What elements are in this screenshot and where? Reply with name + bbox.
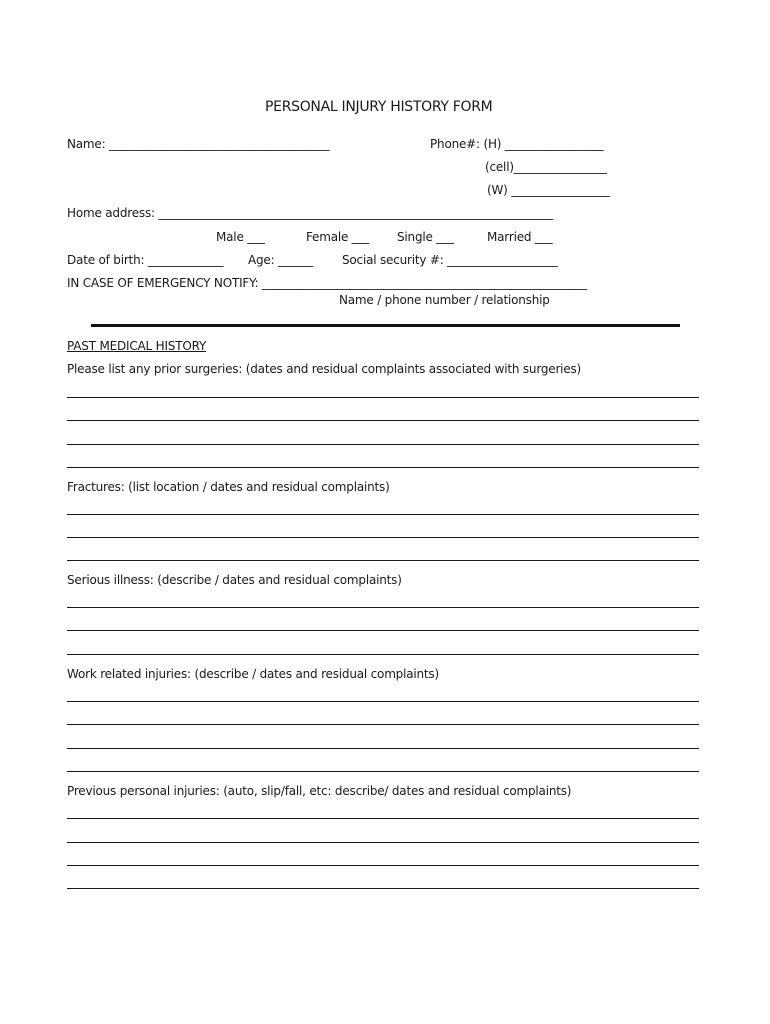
work-injuries-line[interactable] (67, 701, 699, 702)
male-checkbox[interactable]: Male ___ (216, 230, 265, 244)
fractures-line[interactable] (67, 537, 699, 538)
emergency-contact-field[interactable]: IN CASE OF EMERGENCY NOTIFY: ________________________________________________________ (67, 276, 587, 290)
work-injuries-prompt: Work related injuries: (describe / dates and residual complaints) (67, 667, 439, 681)
surgeries-prompt: Please list any prior surgeries: (dates and residual complaints associated with surgeries) (67, 362, 582, 376)
age-field[interactable]: Age: ______ (248, 253, 313, 267)
personal-injuries-line[interactable] (67, 842, 699, 843)
surgeries-line[interactable] (67, 420, 699, 421)
personal-injuries-line[interactable] (67, 865, 699, 866)
phone-cell-field[interactable]: (cell)________________ (485, 160, 607, 174)
form-title: PERSONAL INJURY HISTORY FORM (265, 99, 493, 115)
date-of-birth-field[interactable]: Date of birth: _____________ (67, 253, 224, 267)
personal-injuries-line[interactable] (67, 888, 699, 889)
fractures-line[interactable] (67, 560, 699, 561)
phone-home-field[interactable]: Phone#: (H) _________________ (430, 137, 604, 151)
single-checkbox[interactable]: Single ___ (397, 230, 454, 244)
work-injuries-line[interactable] (67, 748, 699, 749)
home-address-field[interactable]: Home address: ____________________________________________________________________ (67, 206, 553, 220)
personal-injuries-line[interactable] (67, 818, 699, 819)
personal-injuries-prompt: Previous personal injuries: (auto, slip/fall, etc: describe/ dates and residual complaints) (67, 784, 572, 798)
serious-illness-line[interactable] (67, 607, 699, 608)
serious-illness-line[interactable] (67, 654, 699, 655)
name-field[interactable]: Name: ______________________________________ (67, 137, 330, 151)
surgeries-line[interactable] (67, 444, 699, 445)
surgeries-line[interactable] (67, 397, 699, 398)
serious-illness-prompt: Serious illness: (describe / dates and residual complaints) (67, 573, 402, 587)
married-checkbox[interactable]: Married ___ (487, 230, 553, 244)
work-injuries-line[interactable] (67, 771, 699, 772)
female-checkbox[interactable]: Female ___ (306, 230, 370, 244)
social-security-field[interactable]: Social security #: ___________________ (342, 253, 558, 267)
section-divider (91, 324, 680, 327)
surgeries-line[interactable] (67, 467, 699, 468)
serious-illness-line[interactable] (67, 630, 699, 631)
past-medical-history-heading: PAST MEDICAL HISTORY (67, 339, 207, 353)
phone-work-field[interactable]: (W) _________________ (487, 183, 610, 197)
fractures-line[interactable] (67, 514, 699, 515)
emergency-contact-hint: Name / phone number / relationship (339, 293, 550, 307)
fractures-prompt: Fractures: (list location / dates and residual complaints) (67, 480, 390, 494)
work-injuries-line[interactable] (67, 724, 699, 725)
